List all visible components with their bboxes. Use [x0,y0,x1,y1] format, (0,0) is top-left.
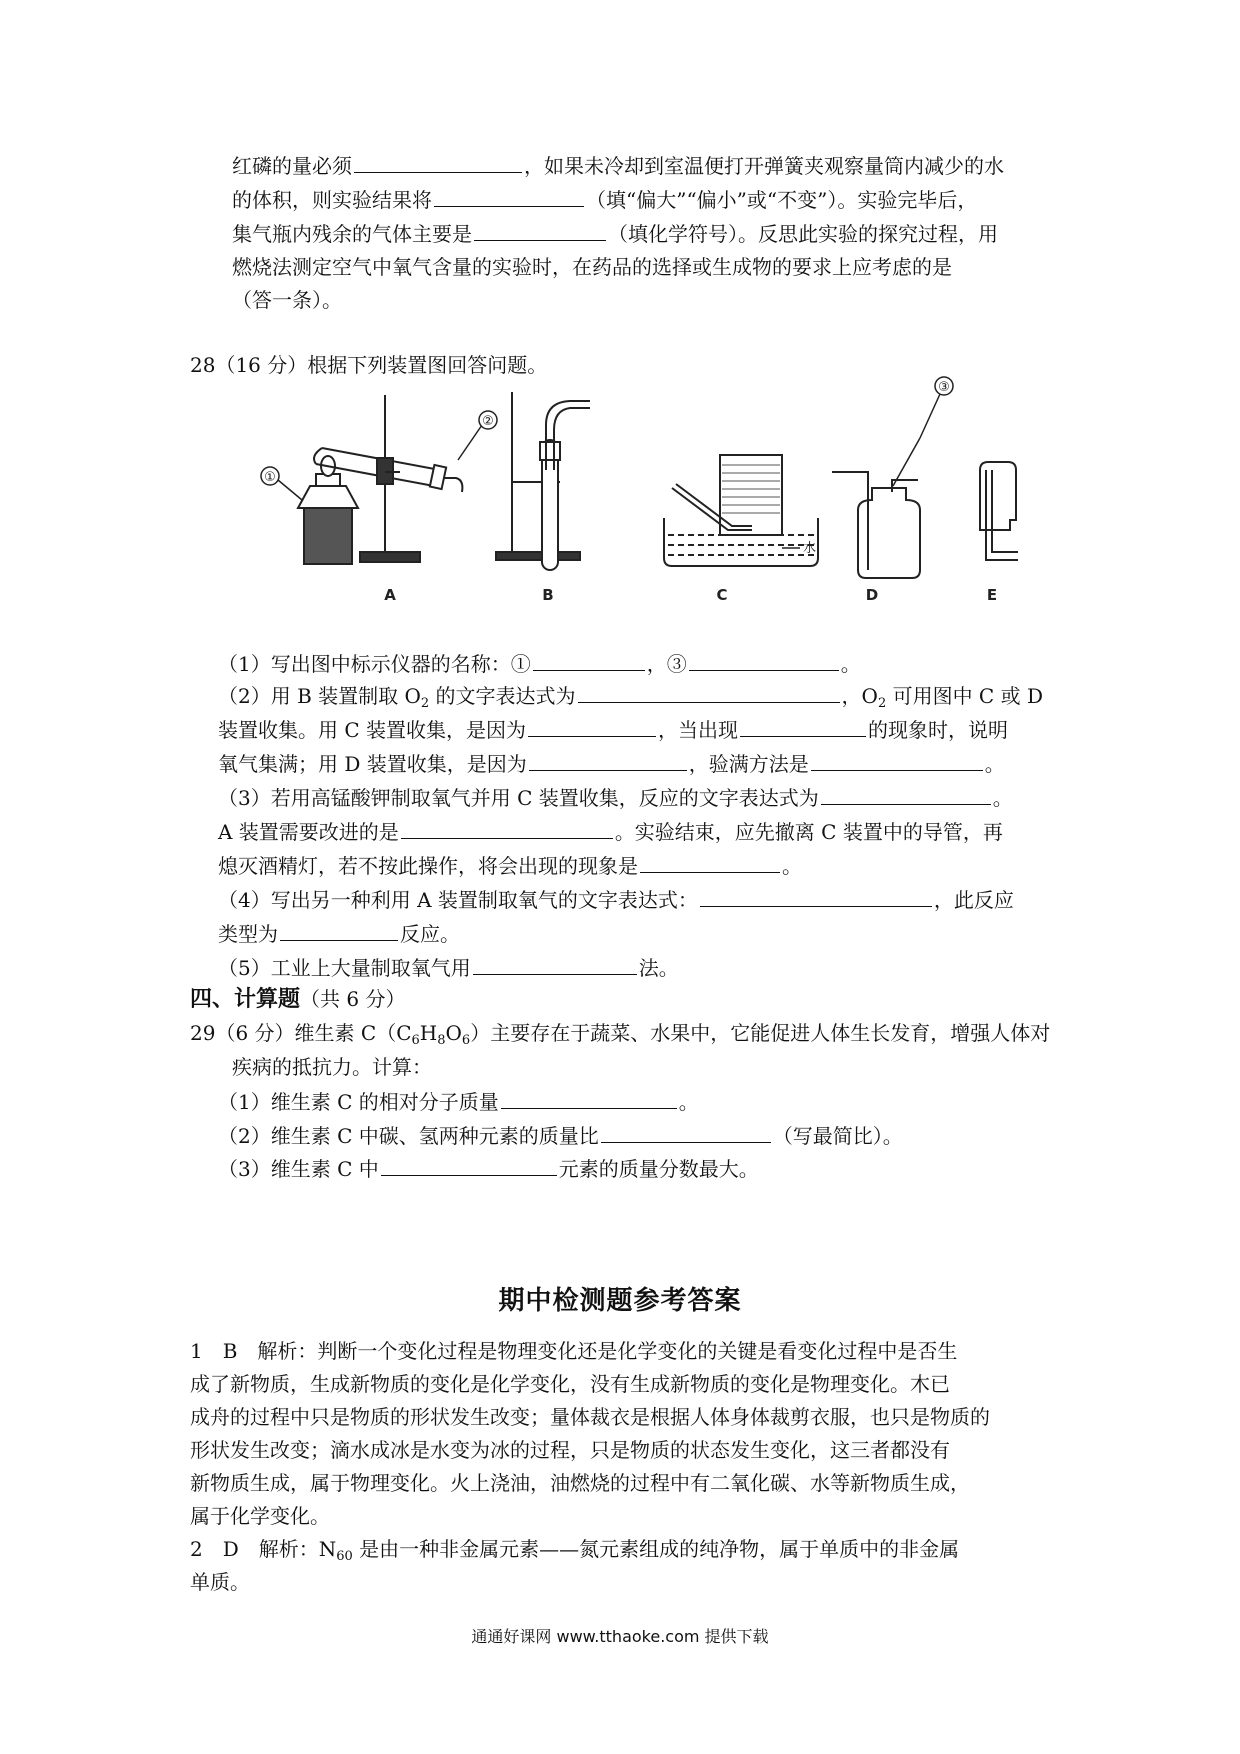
q28-part-5: （5）工业上大量制取氧气用 法。 [218,952,679,982]
marker-1 [261,467,279,485]
answers-title: 期中检测题参考答案 [498,1286,742,1316]
q29-line-2: 疾病的抵抗力。计算： [232,1055,432,1079]
q28-part-3-line-3: 熄灭酒精灯，若不按此操作，将会出现的现象是 。 [218,850,802,880]
apparatus-a [278,395,482,564]
q28-part-3-line-2: A 装置需要改进的是 。实验结束，应先撤离 C 装置中的导管，再 [218,816,1003,846]
answer-blank[interactable] [640,850,780,873]
q28-header: 28（16 分）根据下列装置图回答问题。 [190,353,548,377]
answer-blank[interactable] [811,748,983,771]
apparatus-d [832,394,940,578]
answer-blank[interactable] [501,1086,677,1109]
label-c: C [716,586,728,604]
svg-text:①: ① [264,470,276,485]
answer-1-line-2: 成了新物质，生成新物质的变化是化学变化，没有生成新物质的变化是物理变化。木已 [190,1372,950,1396]
answer-1-line-3: 成舟的过程中只是物质的形状发生改变；量体裁衣是根据人体身体裁剪衣服，也只是物质的 [190,1405,990,1429]
label-a: A [384,586,396,604]
section-4-heading: 四、计算题（共 6 分） [190,986,406,1012]
answer-1-line-4: 形状发生改变；滴水成冰是水变为冰的过程，只是物质的状态发生变化，这三者都没有 [190,1438,950,1462]
answer-blank[interactable] [533,648,645,671]
q28-part-4-line-1: （4）写出另一种利用 A 装置制取氧气的文字表达式： ，此反应 [218,884,1014,914]
answer-blank[interactable] [700,884,932,907]
q29-line-1: 29（6 分）维生素 $C(C_6H_8O_6)$主要存在于蔬菜、水果中，它能促进人体生长发育，增强人体对 [190,1021,1051,1048]
q29-item-1: （1）维生素 C 的相对分子质量 。 [218,1086,699,1116]
q27-line-2: 的体积，则实验结果将 （填“偏大”“偏小”或“不变”）。实验完毕后， [232,184,977,214]
answer-blank[interactable] [401,816,613,839]
q28-part-2-line-1: （2）用 B 装置制取 $O_2$ 的文字表达式为 ，$O_2$ 可用图中 C 或 D [218,680,1043,710]
q29-item-2: （2）维生素 C 中碳、氢两种元素的质量比 （写最简比）。 [218,1120,903,1150]
q28-part-2-line-3: 氧气集满；用 D 装置收集，是因为 ，验满方法是 。 [218,748,1005,778]
answer-blank[interactable] [740,714,866,737]
answer-blank[interactable] [529,748,687,771]
answer-blank[interactable] [821,782,991,805]
q27-line-1: 红磷的量必须 ，如果未冷却到室温便打开弹簧夹观察量筒内减少的水 [232,150,1004,180]
q29-item-3: （3）维生素 C 中 元素的质量分数最大。 [218,1153,759,1183]
answer-2-line-2: 单质。 [190,1570,250,1594]
q27-line-3: 集气瓶内残余的气体主要是 （填化学符号）。反思此实验的探究过程，用 [232,218,998,248]
label-d: D [865,586,879,604]
svg-text:③: ③ [938,380,950,395]
answer-1-line-6: 属于化学变化。 [190,1504,330,1528]
answer-2-line-1: 2 D 解析：$N_{60}$ 是由一种非金属元素——氮元素组成的纯净物，属于单质中的非金属 [190,1537,960,1564]
answer-blank[interactable] [528,714,656,737]
q28-part-2-line-2: 装置收集。用 C 装置收集，是因为 ，当出现 的现象时，说明 [218,714,1008,744]
q27-line-5: （答一条）。 [232,288,342,312]
svg-text:②: ② [482,414,494,429]
apparatus-figure [0,0,1240,620]
page-footer: 通通好课网 www.tthaoke.com 提供下载 [471,1627,769,1646]
apparatus-c [664,455,818,566]
q28-part-3-line-1: （3）若用高锰酸钾制取氧气并用 C 装置收集，反应的文字表达式为 。 [218,782,1013,812]
apparatus-b [496,392,590,570]
marker-3 [935,377,953,395]
apparatus-e [980,462,1018,560]
answer-1-line-5: 新物质生成，属于物理变化。火上浇油，油燃烧的过程中有二氧化碳、水等新物质生成， [190,1471,970,1495]
answer-blank[interactable] [473,952,637,975]
answer-blank[interactable] [280,918,398,941]
label-b: B [542,586,554,604]
water-label: 水 [803,541,817,556]
answer-blank[interactable] [381,1153,557,1176]
answer-blank[interactable] [578,680,840,703]
answer-1-line-1: 1 B 解析：判断一个变化过程是物理变化还是化学变化的关键是看变化过程中是否生 [190,1339,958,1363]
answer-blank[interactable] [689,648,839,671]
answer-blank[interactable] [601,1120,771,1143]
label-e: E [986,586,998,604]
q28-part-4-line-2: 类型为 反应。 [218,918,460,948]
marker-2 [479,411,497,429]
q27-line-4: 燃烧法测定空气中氧气含量的实验时，在药品的选择或生成物的要求上应考虑的是 [232,255,952,279]
q28-part-1: （1）写出图中标示仪器的名称：① ，③ 。 [218,648,861,678]
